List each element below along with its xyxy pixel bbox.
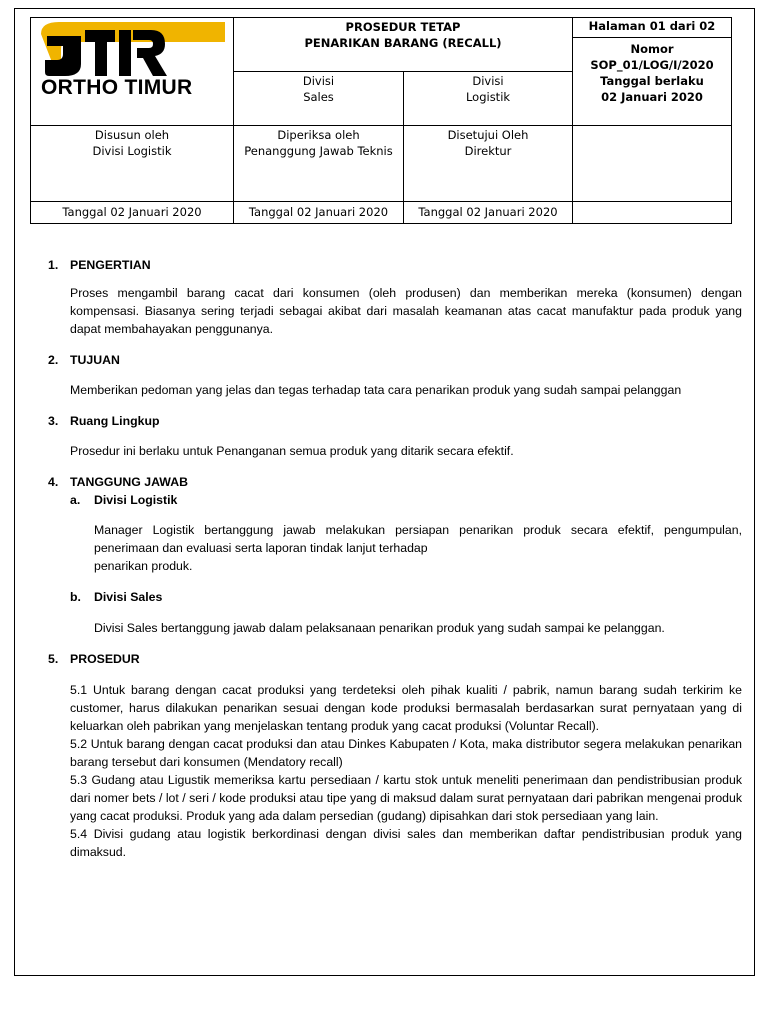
diperiksa-label: Diperiksa oleh	[277, 128, 360, 142]
diperiksa-cell	[233, 125, 404, 202]
section-number: 2.	[48, 353, 59, 367]
section-paragraph: Prosedur ini berlaku untuk Penanganan semua produk yang ditarik secara efektif.	[70, 444, 514, 458]
logo-cell	[30, 17, 234, 126]
divisi-sales-cell	[233, 71, 404, 126]
document-title-line1: PROSEDUR TETAP	[345, 20, 461, 34]
section-number: 3.	[48, 414, 59, 428]
subsection-paragraph: Divisi Sales bertanggung jawab dalam pelaksanaan penarikan produk yang sudah sampai ke pelanggan.	[94, 621, 665, 635]
page-number: Halaman 01 dari 02	[588, 19, 716, 33]
date-cell-3	[403, 201, 573, 224]
section-heading	[48, 473, 742, 491]
section-title: Ruang Lingkup	[70, 414, 160, 428]
logo-text: ORTHO TIMUR	[41, 76, 193, 99]
subsection-paragraph: Manager Logistik bertanggung jawab melakukan persiapan penarikan produk secara efektif, pengumpulan, penerimaan dan evaluasi serta laporan tindak lanjut terhadap	[94, 523, 742, 555]
date-disusun: Tanggal 02 Januari 2020	[62, 205, 202, 219]
nomor-label: Nomor	[630, 42, 674, 56]
section-number: 5.	[48, 652, 59, 666]
disusun-cell	[30, 125, 234, 202]
section-heading	[48, 351, 742, 369]
subsection-letter: a.	[70, 493, 81, 507]
subsection-letter: b.	[70, 590, 81, 604]
nomor-value: SOP_01/LOG/I/2020	[590, 58, 714, 72]
empty-signature-cell	[572, 125, 732, 202]
section-title: TUJUAN	[70, 353, 120, 367]
divisi-logistik-label: Divisi	[472, 74, 504, 88]
date-cell-4	[572, 201, 732, 224]
section-paragraph: Proses mengambil barang cacat dari konsumen (oleh produsen) dan memberikan mereka (konsumen) dengan kompensasi. Biasanya sering terjadi sebagai akibat dari masalah keamanan atas cacat manufaktur pada produk yang dapat membahayakan penggunanya.	[70, 286, 742, 336]
subsection-title: Divisi Sales	[94, 590, 163, 604]
tanggal-berlaku-label: Tanggal berlaku	[600, 74, 704, 88]
section-title: PENGERTIAN	[70, 258, 151, 272]
subsection-paragraph: penarikan produk.	[94, 559, 193, 573]
subsection-title: Divisi Logistik	[94, 493, 178, 507]
disusun-label: Disusun oleh	[94, 128, 170, 142]
divisi-logistik-cell	[403, 71, 573, 126]
section-title: TANGGUNG JAWAB	[70, 475, 188, 489]
section-number: 1.	[48, 258, 59, 272]
nomor-cell	[572, 37, 732, 126]
divisi-logistik-value: Logistik	[465, 90, 511, 104]
disetujui-cell	[403, 125, 573, 202]
date-cell-1	[30, 201, 234, 224]
subsection-heading	[48, 588, 742, 606]
section-number: 4.	[48, 475, 59, 489]
diperiksa-value: Penanggung Jawab Teknis	[244, 144, 393, 158]
date-cell-2	[233, 201, 404, 224]
disetujui-label: Disetujui Oleh	[447, 128, 529, 142]
divisi-sales-value: Sales	[303, 90, 334, 104]
section-heading	[48, 256, 742, 274]
section-paragraph: Memberikan pedoman yang jelas dan tegas terhadap tata cara penarikan produk yang sudah sampai pelanggan	[70, 383, 682, 397]
section-title: PROSEDUR	[70, 652, 140, 666]
tanggal-berlaku-value: 02 Januari 2020	[601, 90, 703, 104]
subsection-heading	[48, 491, 742, 509]
title-cell	[233, 17, 573, 72]
date-disetujui: Tanggal 02 Januari 2020	[418, 205, 558, 219]
disetujui-value: Direktur	[464, 144, 512, 158]
procedure-paragraph: 5.4 Divisi gudang atau logistik berkordinasi dengan divisi sales dan memberikan daftar pendistribusian produk yang dimaksud.	[70, 827, 742, 859]
date-diperiksa: Tanggal 02 Januari 2020	[248, 205, 389, 219]
document-body	[48, 256, 742, 861]
divisi-sales-label: Divisi	[302, 74, 335, 88]
procedure-paragraph: 5.2 Untuk barang dengan cacat produksi dan atau Dinkes Kabupaten / Kota, maka distributor segera melakukan penarikan barang tersebut dari konsumen (Mendatory recall)	[70, 737, 742, 769]
procedure-paragraph: 5.3 Gudang atau Ligustik memeriksa kartu persediaan / kartu stok untuk meneliti penerimaan dan pendistribusian produk dari nomer bets / lot / seri / kode produksi atau tipe yang di maksud dalam surat pernyataan dari pabrikan mengenai produk yang cacat produksi. Produk yang ada dalam persedian (gudang) dipisahkan dari stok persediaan yang lain.	[70, 773, 742, 823]
section-heading	[48, 412, 742, 430]
page-info-cell	[572, 17, 732, 38]
document-title-line2: PENARIKAN BARANG (RECALL)	[304, 36, 502, 50]
disusun-value: Divisi Logistik	[92, 144, 172, 158]
section-heading	[48, 650, 742, 668]
procedure-paragraph: 5.1 Untuk barang dengan cacat produksi yang terdeteksi oleh pihak kualiti / pabrik, namun barang sudah terkirim ke customer, harus dilakukan penarikan sesuai dengan kode produksi bermasalah berdasarkan surat pernyataan yang di keluarkan oleh pabrikan yang menjelaskan tentang produk yang cacat produksi (Voluntar Recall).	[70, 683, 742, 733]
sop-header-table	[30, 17, 732, 224]
